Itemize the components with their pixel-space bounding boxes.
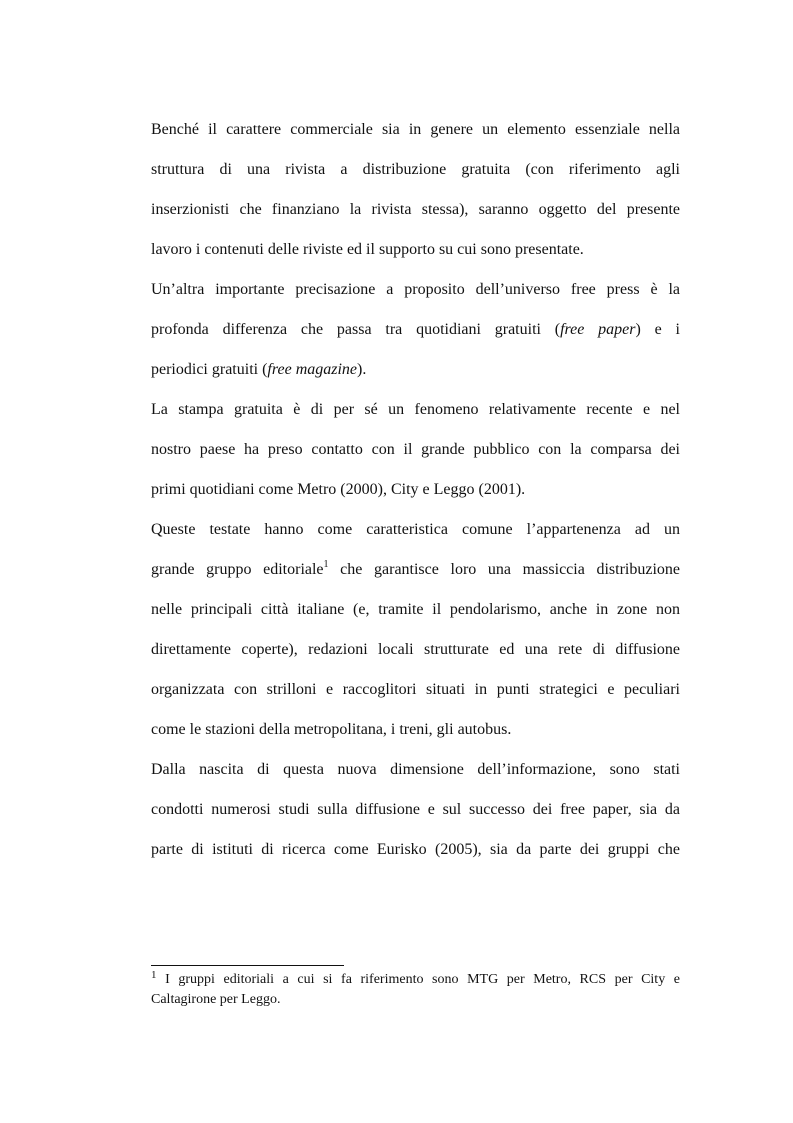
footnote-line-2: Caltagirone per Leggo. xyxy=(151,992,281,1007)
paragraph-1-line-2: struttura di una rivista a distribuzione gratuita (con riferimento agli xyxy=(151,161,680,178)
footnote-separator xyxy=(151,965,344,966)
paragraph-3-line-1: La stampa gratuita è di per sé un fenomeno relativamente recente e nel xyxy=(151,401,680,418)
body-text xyxy=(151,110,680,870)
footnote-line-1 xyxy=(151,970,680,990)
paragraph-1-line-1: Benché il carattere commerciale sia in genere un elemento essenziale nella xyxy=(151,121,680,138)
paragraph-3-line-2: nostro paese ha preso contatto con il grande pubblico con la comparsa dei xyxy=(151,441,680,458)
paragraph-5-line-1: Dalla nascita di questa nuova dimensione dell’informazione, sono stati xyxy=(151,761,680,778)
footnote-number: 1 xyxy=(151,969,157,981)
free-paper-term: free paper xyxy=(560,321,636,338)
paragraph-3-line-3: primi quotidiani come Metro (2000), City e Leggo (2001). xyxy=(151,481,526,498)
paragraph-5-line-2: condotti numerosi studi sulla diffusione e sul successo dei free paper, sia da xyxy=(151,801,680,818)
paragraph-2-line-3-pre: periodici gratuiti ( xyxy=(151,361,268,378)
footnote-reference[interactable]: 1 xyxy=(323,559,329,570)
free-magazine-term: free magazine xyxy=(267,361,358,378)
paragraph-4-line-2-pre: grande gruppo editoriale xyxy=(151,561,324,578)
paragraph-4-line-1: Queste testate hanno come caratteristica comune l’appartenenza ad un xyxy=(151,521,680,538)
paragraph-2-line-2 xyxy=(151,310,680,350)
footnote xyxy=(151,970,680,1010)
paragraph-2-line-3-post: ). xyxy=(357,361,367,378)
paragraph-4-line-4: direttamente coperte), redazioni locali strutturate ed una rete di diffusione xyxy=(151,641,680,658)
paragraph-2-line-1: Un’altra importante precisazione a proposito dell’universo free press è la xyxy=(151,281,680,298)
paragraph-4-line-3: nelle principali città italiane (e, tramite il pendolarismo, anche in zone non xyxy=(151,601,680,618)
paragraph-1-line-3: inserzionisti che finanziano la rivista stessa), saranno oggetto del presente xyxy=(151,201,680,218)
paragraph-2-line-3 xyxy=(151,350,680,390)
paragraph-2-line-2-pre: profonda differenza che passa tra quotidiani gratuiti ( xyxy=(151,321,561,338)
paragraph-2-line-2-post: ) e i xyxy=(635,321,680,338)
paragraph-4-line-2-post: che garantisce loro una massiccia distribuzione xyxy=(328,561,680,578)
paragraph-5-line-3: parte di istituti di ricerca come Eurisko (2005), sia da parte dei gruppi che xyxy=(151,841,680,858)
paragraph-4-line-2 xyxy=(151,550,680,590)
paragraph-4-line-6: come le stazioni della metropolitana, i treni, gli autobus. xyxy=(151,721,512,738)
footnote-text-1: I gruppi editoriali a cui si fa riferimento sono MTG per Metro, RCS per City e xyxy=(156,972,680,987)
paragraph-1-line-4: lavoro i contenuti delle riviste ed il supporto su cui sono presentate. xyxy=(151,241,584,258)
paragraph-4-line-5: organizzata con strilloni e raccoglitori situati in punti strategici e peculiari xyxy=(151,681,680,698)
